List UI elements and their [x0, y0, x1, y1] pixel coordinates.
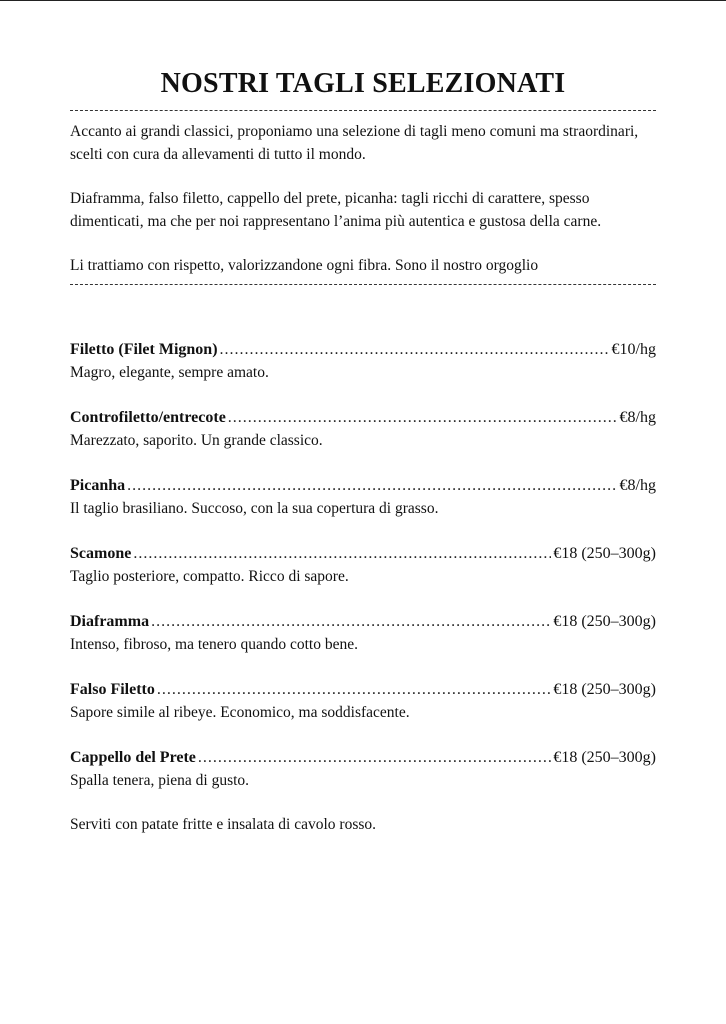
menu-item-price: €18 (250–300g) [553, 749, 656, 766]
menu-item-cappello-del-prete [70, 746, 656, 792]
menu-item-description: Marezzato, saporito. Un grande classico. [70, 432, 323, 449]
menu-item-filetto [70, 338, 656, 384]
intro-paragraph-1: Accanto ai grandi classici, proponiamo una selezione di tagli meno comuni ma straordinari, scelti con cura da allevamenti di tutto il mondo. [70, 123, 639, 163]
menu-item-description: Spalla tenera, piena di gusto. [70, 772, 250, 789]
menu-item-name: Scamone [70, 545, 132, 562]
menu-item-price: €8/hg [619, 477, 656, 494]
menu-item-price: €18 (250–300g) [553, 681, 656, 698]
intro-section [70, 120, 656, 277]
menu-item-description: Il taglio brasiliano. Succoso, con la sua copertura di grasso. [70, 500, 439, 517]
menu-item-price: €10/hg [611, 341, 656, 358]
menu-item-name: Filetto (Filet Mignon) [70, 341, 218, 358]
menu-item-picanha [70, 474, 656, 520]
dot-leader [151, 610, 551, 634]
intro-paragraph-3: Li trattiamo con rispetto, valorizzandone ogni fibra. Sono il nostro orgoglio [70, 257, 539, 274]
dashed-divider-top [70, 110, 656, 111]
dot-leader [228, 406, 618, 430]
page-title: NOSTRI TAGLI SELEZIONATI [160, 68, 566, 99]
menu-item-description: Intenso, fibroso, ma tenero quando cotto bene. [70, 636, 358, 653]
menu-item-controfiletto [70, 406, 656, 452]
menu-item-description: Taglio posteriore, compatto. Ricco di sapore. [70, 568, 349, 585]
menu-item-price: €18 (250–300g) [553, 613, 656, 630]
dashed-divider-bottom [70, 284, 656, 285]
page-top-border [0, 0, 726, 1]
menu-items-list [70, 338, 656, 792]
menu-item-scamone [70, 542, 656, 588]
dot-leader [127, 474, 617, 498]
menu-item-name: Diaframma [70, 613, 150, 630]
dot-leader [220, 338, 610, 362]
menu-item-price: €18 (250–300g) [553, 545, 656, 562]
menu-page [70, 66, 656, 836]
serving-note: Serviti con patate fritte e insalata di cavolo rosso. [70, 816, 377, 833]
intro-paragraph-2: Diaframma, falso filetto, cappello del prete, picanha: tagli ricchi di carattere, spesso dimenticati, ma che per noi rappresentano l’anima più autentica e gustosa della carne. [70, 190, 602, 230]
dot-leader [157, 678, 551, 702]
dot-leader [133, 542, 551, 566]
menu-item-name: Falso Filetto [70, 681, 155, 698]
menu-item-diaframma [70, 610, 656, 656]
menu-item-description: Sapore simile al ribeye. Economico, ma soddisfacente. [70, 704, 410, 721]
menu-item-price: €8/hg [619, 409, 656, 426]
dot-leader [198, 746, 551, 770]
menu-item-description: Magro, elegante, sempre amato. [70, 364, 269, 381]
menu-item-falso-filetto [70, 678, 656, 724]
menu-item-name: Picanha [70, 477, 126, 494]
menu-item-name: Cappello del Prete [70, 749, 196, 766]
menu-item-name: Controfiletto/entrecote [70, 409, 226, 426]
